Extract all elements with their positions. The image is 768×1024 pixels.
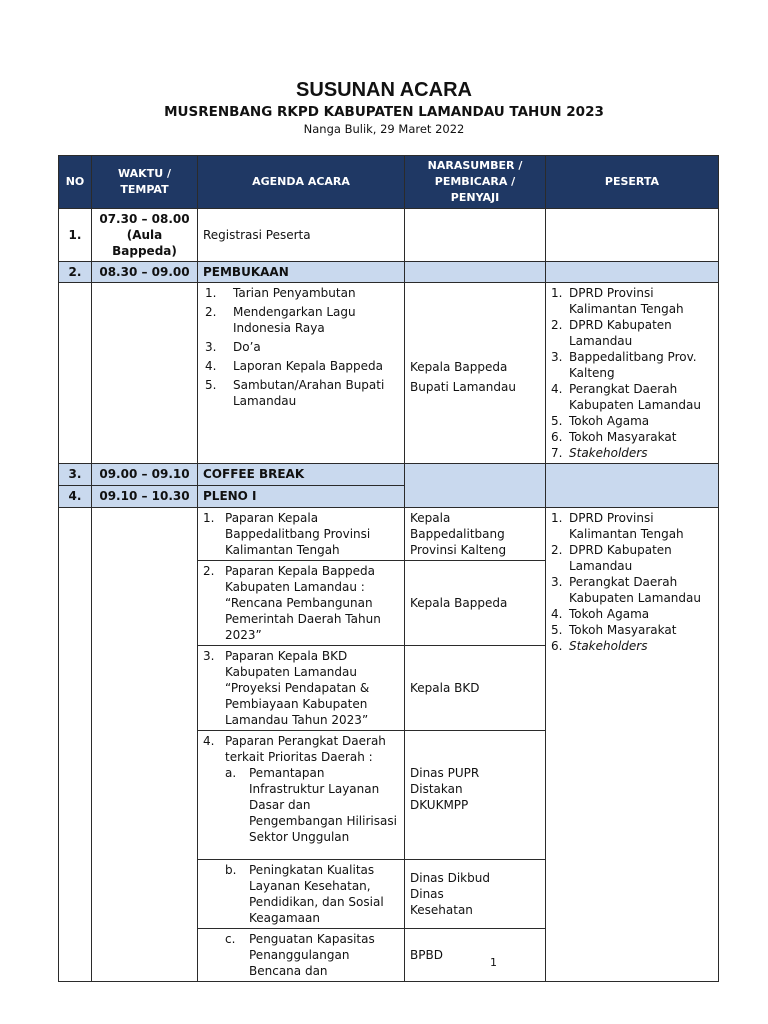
list-item: 3. Do’a [205, 340, 261, 354]
row-narasumber [405, 209, 546, 262]
list-item: 1. DPRD Provinsi Kalimantan Tengah [551, 511, 684, 541]
pleno-peserta-cell [546, 508, 719, 982]
pembukaan-narasumber-cell [405, 283, 546, 464]
page-number: 1 [490, 956, 497, 969]
row-peserta [546, 262, 719, 283]
row-agenda: PLENO I [198, 486, 405, 508]
header-row [59, 156, 719, 209]
pleno-agenda-cell: 2. Paparan Kepala Bappeda Kabupaten Lamandau : “Rencana Pembangunan Pemerintah Daerah Tahun 2023” [198, 561, 405, 646]
schedule-table [58, 155, 719, 982]
list-item: 5. Tokoh Masyarakat [551, 623, 677, 637]
row-waktu: 09.00 – 09.10 [92, 464, 198, 486]
list-item: 2. DPRD Kabupaten Lamandau [551, 543, 672, 573]
list-item: 4. Perangkat Daerah Kabupaten Lamandau [551, 382, 701, 412]
pleno-narasumber-cell: Dinas PUPR Distakan DKUKMPP [405, 731, 546, 860]
table-row [59, 209, 719, 262]
pembukaan-agenda-cell [198, 283, 405, 464]
pleno-agenda-cell: c. Penguatan Kapasitas Penanggulangan Bencana dan [198, 929, 405, 982]
header-no: NO [59, 156, 92, 209]
row-no: 1. [59, 209, 92, 262]
pleno-narasumber-cell: Dinas Dikbud Dinas Kesehatan [405, 860, 546, 929]
row-agenda: COFFEE BREAK [198, 464, 405, 486]
table-row [59, 283, 719, 464]
list-item: 3. Bappedalitbang Prov. Kalteng [551, 350, 697, 380]
table-row [59, 508, 719, 561]
list-item: 2. Mendengarkan Lagu Indonesia Raya [205, 305, 356, 335]
list-item: 5. Tokoh Agama [551, 414, 650, 428]
document-subtitle: MUSRENBANG RKPD KABUPATEN LAMANDAU TAHUN 2023 [164, 104, 604, 120]
pleno-agenda-cell: 1. Paparan Kepala Bappedalitbang Provinsi Kalimantan Tengah [198, 508, 405, 561]
row-no: 3. [59, 464, 92, 486]
pleno-agenda-cell: 4. Paparan Perangkat Daerah terkait Prioritas Daerah : a. Pemantapan Infrastruktur Layanan Dasar dan Pengembangan Hilirisasi Sektor Unggulan [198, 731, 405, 860]
row-narasumber [405, 262, 546, 283]
document-title: SUSUNAN ACARA [296, 79, 472, 101]
pleno-narasumber-cell: Kepala Bappeda [405, 561, 546, 646]
row-no: 4. [59, 486, 92, 508]
header-peserta: PESERTA [546, 156, 719, 209]
narasumber-text: Kepala Bappeda [410, 360, 508, 374]
list-item: 1. Tarian Penyambutan [205, 286, 356, 300]
pleno-narasumber-cell: Kepala BKD [405, 646, 546, 731]
narasumber-text: Bupati Lamandau [410, 380, 516, 394]
row-agenda: PEMBUKAAN [198, 262, 405, 283]
place-date: Nanga Bulik, 29 Maret 2022 [303, 122, 465, 136]
list-item: 4. Tokoh Agama [551, 607, 650, 621]
pleno-agenda-cell: 3. Paparan Kepala BKD Kabupaten Lamandau “Proyeksi Pendapatan & Pembiayaan Kabupaten Lamandau Tahun 2023” [198, 646, 405, 731]
row-agenda: Registrasi Peserta [198, 209, 405, 262]
table-row [59, 262, 719, 283]
table-row [59, 464, 719, 486]
pembukaan-peserta-cell [546, 283, 719, 464]
row-waktu: 07.30 – 08.00 (Aula Bappeda) [92, 209, 198, 262]
header-waktu: WAKTU / TEMPAT [92, 156, 198, 209]
header-agenda: AGENDA ACARA [198, 156, 405, 209]
row-waktu: 08.30 – 09.00 [92, 262, 198, 283]
list-item: 4. Laporan Kepala Bappeda [205, 359, 384, 373]
row-waktu: 09.10 – 10.30 [92, 486, 198, 508]
list-item: 6. Stakeholders [551, 639, 648, 653]
list-item: 5. Sambutan/Arahan Bupati Lamandau [205, 378, 385, 408]
pleno-narasumber-cell: BPBD [405, 929, 546, 982]
list-item: 2. DPRD Kabupaten Lamandau [551, 318, 672, 348]
list-item: 1. DPRD Provinsi Kalimantan Tengah [551, 286, 684, 316]
header-narasumber: NARASUMBER / PEMBICARA / PENYAJI [405, 156, 546, 209]
list-item: 6. Tokoh Masyarakat [551, 430, 677, 444]
list-item: 3. Perangkat Daerah Kabupaten Lamandau [551, 575, 701, 605]
pleno-agenda-cell: b. Peningkatan Kualitas Layanan Kesehatan, Pendidikan, dan Sosial Keagamaan [198, 860, 405, 929]
row-no: 2. [59, 262, 92, 283]
row-peserta [546, 209, 719, 262]
pleno-narasumber-cell: Kepala Bappedalitbang Provinsi Kalteng [405, 508, 546, 561]
list-item: 7. Stakeholders [551, 446, 648, 460]
